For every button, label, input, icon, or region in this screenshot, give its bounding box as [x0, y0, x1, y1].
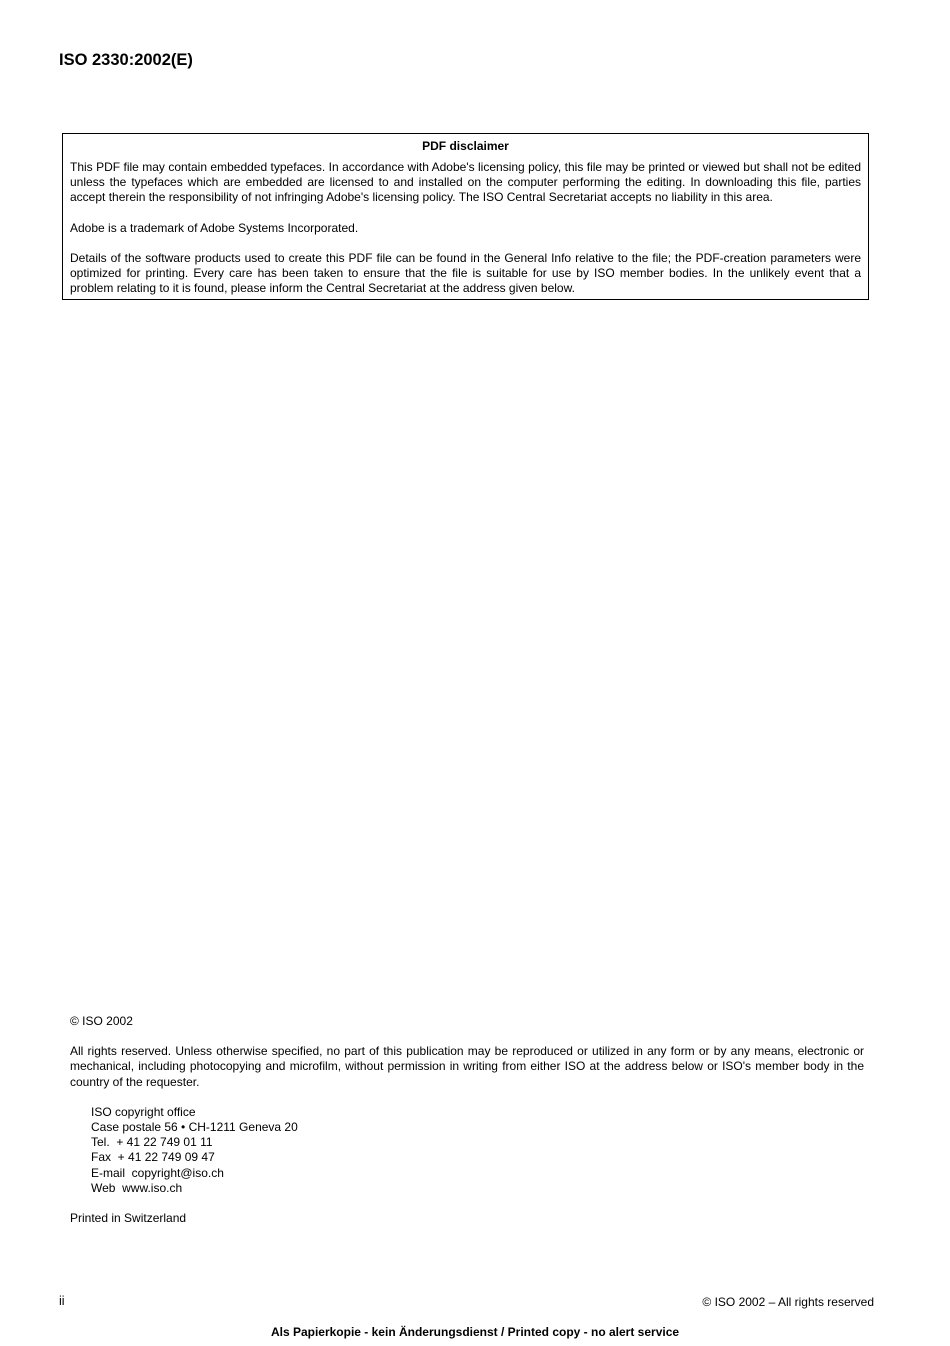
- printed-in: Printed in Switzerland: [70, 1211, 187, 1226]
- document-id: ISO 2330:2002(E): [59, 51, 193, 69]
- address-web: Web www.iso.ch: [91, 1180, 183, 1195]
- disclaimer-paragraph: Details of the software products used to create this PDF file can be found in the General Info relative to the file; the PDF-creation parameters were optimized for printing. Every care has been taken to ensure that the file is suitable for use by ISO member bodies. In the unlikely event that a problem relating to it is found, please inform the Central Secretariat at the address given below.: [70, 250, 861, 296]
- disclaimer-paragraph: Adobe is a trademark of Adobe Systems Incorporated.: [70, 220, 359, 235]
- address-postal: Case postale 56 • CH-1211 Geneva 20: [91, 1120, 298, 1135]
- address-fax: Fax + 41 22 749 09 47: [91, 1150, 215, 1165]
- rights-reserved-text: All rights reserved. Unless otherwise specified, no part of this publication may be reproduced or utilized in any form or by any means, electronic or mechanical, including photocopying and microfilm, without permission in writing from either ISO at the address below or ISO's member body in the country of the requester.: [70, 1044, 864, 1089]
- copyright-symbol-line: © ISO 2002: [70, 1014, 133, 1028]
- address-office: ISO copyright office: [91, 1104, 196, 1119]
- address-tel: Tel. + 41 22 749 01 11: [91, 1135, 213, 1150]
- disclaimer-paragraph: This PDF file may contain embedded typefaces. In accordance with Adobe's licensing policy, this file may be printed or viewed but shall not be edited unless the typefaces which are embedded are licensed to and installed on the computer performing the editing. In downloading this file, parties accept therein the responsibility of not infringing Adobe's licensing policy. The ISO Central Secretariat accepts no liability in this area.: [70, 160, 861, 205]
- footer-copyright: © ISO 2002 – All rights reserved: [702, 1295, 874, 1309]
- copyright-office-address: [91, 1105, 864, 1196]
- alert-notice: Als Papierkopie - kein Änderungsdienst / Printed copy - no alert service: [270, 1325, 680, 1339]
- disclaimer-title: PDF disclaimer: [422, 139, 509, 153]
- pdf-disclaimer-box: [62, 133, 869, 300]
- page-number: ii: [59, 1294, 65, 1308]
- copyright-block: [70, 1014, 864, 1226]
- address-email: E-mail copyright@iso.ch: [91, 1165, 224, 1180]
